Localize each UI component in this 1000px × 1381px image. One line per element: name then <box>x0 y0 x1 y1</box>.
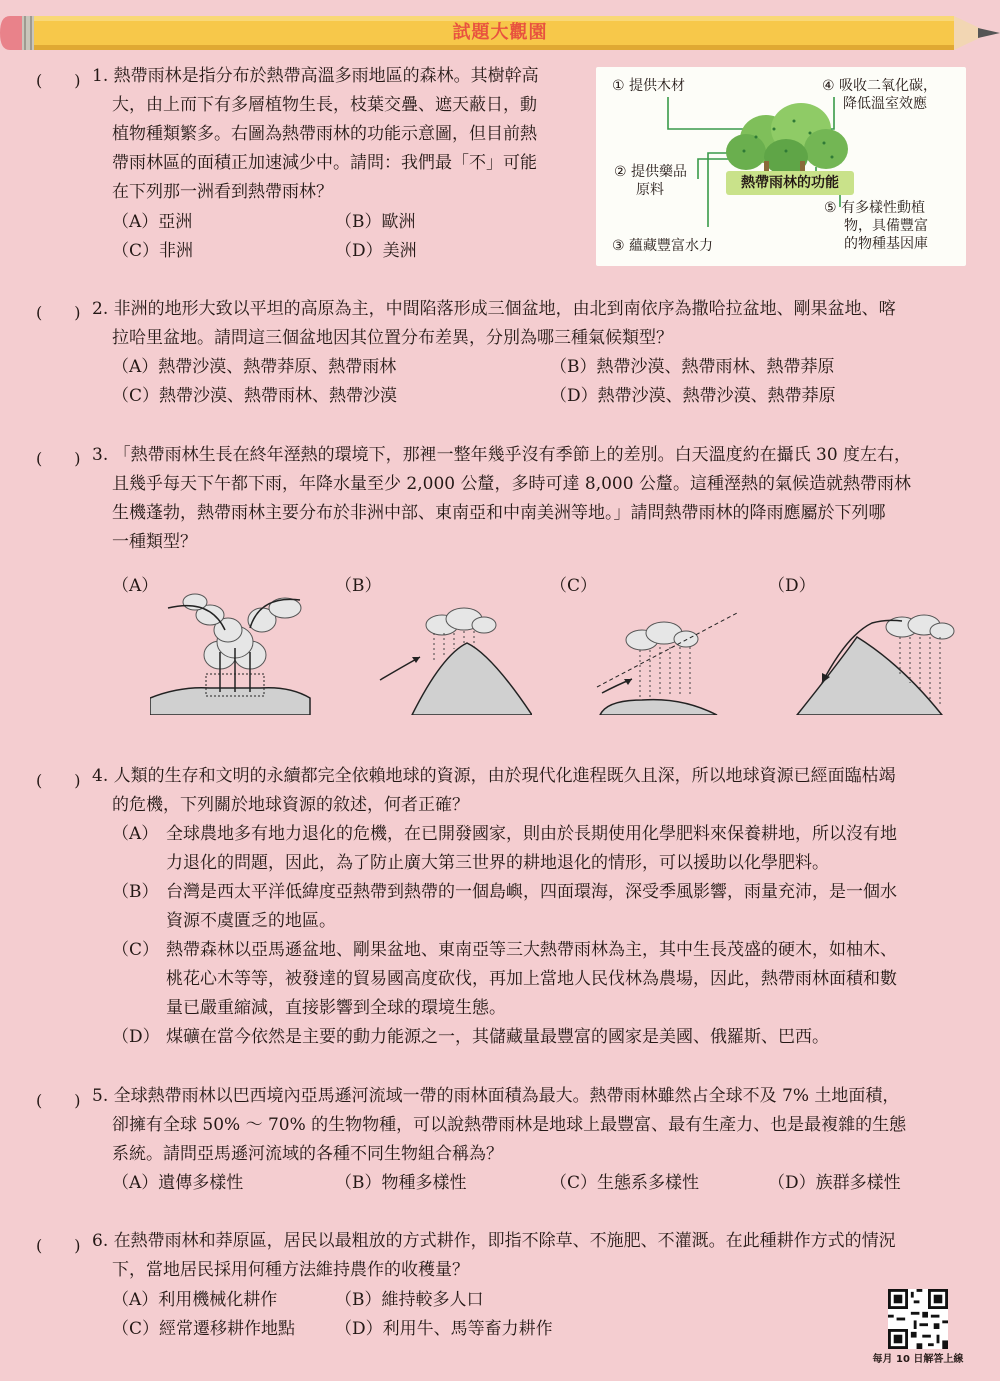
figure-label: ③ 蘊藏豐富水力 <box>612 238 714 254</box>
q4-option-a-text: 力退化的問題，因此，為了防止廣大第三世界的耕地退化的情形，可以援助以化學肥料。 <box>166 853 829 873</box>
q1-line: 植物種類繁多。右圖為熱帶雨林的功能示意圖，但目前熱 <box>112 124 537 144</box>
q2-option-b[interactable]: （B）熱帶沙漠、熱帶雨林、熱帶莽原 <box>550 357 835 377</box>
qr-code-icon[interactable] <box>888 1289 948 1349</box>
q2-line: 2. 非洲的地形大致以平坦的高原為主，中間陷落形成三個盆地，由北到南依序為撒哈拉盆地、剛果盆地、喀 <box>92 299 896 319</box>
answer-blank-1[interactable]: ( ) <box>36 71 81 90</box>
q2-line: 拉哈里盆地。請問這三個盆地因其位置分布差異，分別為哪三種氣候類型？ <box>112 328 673 348</box>
convectional-rain-diagram <box>150 590 320 715</box>
q1-option-a[interactable]: （A）亞洲 <box>112 212 193 232</box>
figure-label: ⑤ 有多樣性動植 <box>824 200 926 216</box>
q2-option-c[interactable]: （C）熱帶沙漠、熱帶雨林、熱帶沙漠 <box>112 386 398 406</box>
figure-center-label: 熱帶雨林的功能 <box>726 171 854 195</box>
q2-option-a[interactable]: （A）熱帶沙漠、熱帶莽原、熱帶雨林 <box>112 357 397 377</box>
answer-blank-4[interactable]: ( ) <box>36 771 81 790</box>
banner-title: 試題大觀園 <box>452 22 548 43</box>
q3-option-d[interactable]: （D） <box>768 576 816 596</box>
figure-label: ① 提供木材 <box>612 78 686 94</box>
q4-option-b-text: 台灣是西太平洋低緯度亞熱帶到熱帶的一個島嶼，四面環海，深受季風影響，雨量充沛，是一個水 <box>166 882 897 902</box>
orographic-rain-diagram-d <box>792 605 962 715</box>
answer-blank-6[interactable]: ( ) <box>36 1236 81 1255</box>
q4-option-c-label[interactable]: （C） <box>112 940 160 960</box>
q3-line: 一種類型？ <box>112 532 197 552</box>
q4-option-a-label[interactable]: （A） <box>112 824 159 844</box>
figure-label: 的物種基因庫 <box>844 236 928 252</box>
q3-line: 生機蓬勃，熱帶雨林主要分布於非洲中部、東南亞和中南美洲等地。」請問熱帶雨林的降雨應屬於下列哪 <box>112 503 886 523</box>
q4-option-d-text: 煤礦在當今依然是主要的動力能源之一，其儲藏量最豐富的國家是美國、俄羅斯、巴西。 <box>166 1027 829 1047</box>
q3-option-b[interactable]: （B） <box>335 576 382 596</box>
q1-line: 在下列那一洲看到熱帶雨林？ <box>112 182 333 202</box>
frontal-rain-diagram <box>582 605 742 715</box>
q1-option-d[interactable]: （D）美洲 <box>335 241 417 261</box>
q5-line: 5. 全球熱帶雨林以巴西境內亞馬遜河流域一帶的雨林面積為最大。熱帶雨林雖然占全球不及 7% 土地面積， <box>92 1086 900 1106</box>
figure-label: ④ 吸收二氧化碳， <box>822 78 938 94</box>
figure-label: 降低溫室效應 <box>843 96 927 112</box>
q6-option-d[interactable]: （D）利用牛、馬等畜力耕作 <box>335 1319 553 1339</box>
rainforest-function-figure <box>596 67 966 266</box>
q1-line: 帶雨林區的面積正加速減少中。請問：我們最「不」可能 <box>112 153 537 173</box>
q1-option-b[interactable]: （B）歐洲 <box>335 212 416 232</box>
q3-line: 3. 「熱帶雨林生長在終年溼熱的環境下，那裡一整年幾乎沒有季節上的差別。白天溫度約在攝氏 30 度左右， <box>92 445 912 465</box>
q4-option-c-text: 熱帶森林以亞馬遜盆地、剛果盆地、東南亞等三大熱帶雨林為主，其中生長茂盛的硬木，如柚木、 <box>166 940 897 960</box>
q4-option-b-text: 資源不虞匱乏的地區。 <box>166 911 336 931</box>
q4-option-b-label[interactable]: （B） <box>112 882 159 902</box>
q4-line: 的危機，下列關於地球資源的敘述，何者正確？ <box>112 795 469 815</box>
q5-option-b[interactable]: （B）物種多樣性 <box>335 1173 467 1193</box>
q4-option-a-text: 全球農地多有地力退化的危機，在已開發國家，則由於長期使用化學肥料來保養耕地，所以沒有地 <box>166 824 897 844</box>
q4-line: 4. 人類的生存和文明的永續都完全依賴地球的資源，由於現代化進程既久且深，所以地球資源已經面臨枯竭 <box>92 766 896 786</box>
q5-option-c[interactable]: （C）生態系多樣性 <box>550 1173 700 1193</box>
q2-option-d[interactable]: （D）熱帶沙漠、熱帶沙漠、熱帶莽原 <box>550 386 836 406</box>
q3-option-a[interactable]: （A） <box>112 576 159 596</box>
q3-line: 且幾乎每天下午都下雨，年降水量至少 2,000 公釐，多時可達 8,000 公釐。這種溼熱的氣候造就熱帶雨林 <box>112 474 911 494</box>
q3-option-c[interactable]: （C） <box>550 576 598 596</box>
figure-label: 物，具備豐富 <box>844 218 928 234</box>
q4-option-c-text: 桃花心木等等，被發達的貿易國高度砍伐，再加上當地人民伐林為農場，因此，熱帶雨林面積和數 <box>166 969 897 989</box>
q5-option-a[interactable]: （A）遺傳多樣性 <box>112 1173 244 1193</box>
figure-label: ② 提供藥品 <box>614 164 688 180</box>
q6-line: 6. 在熱帶雨林和莽原區，居民以最粗放的方式耕作，即指不除草、不施肥、不灌溉。在此種耕作方式的情況 <box>92 1231 896 1251</box>
q5-option-d[interactable]: （D）族群多樣性 <box>768 1173 901 1193</box>
q4-option-c-text: 量已嚴重縮減，直接影響到全球的環境生態。 <box>166 998 506 1018</box>
q6-line: 下，當地居民採用何種方法維持農作的收穫量？ <box>112 1260 469 1280</box>
q6-option-a[interactable]: （A）利用機械化耕作 <box>112 1290 278 1310</box>
orographic-rain-diagram-b <box>372 605 532 715</box>
answer-blank-2[interactable]: ( ) <box>36 303 81 322</box>
qr-note: 每月 10 日解答上線 <box>872 1354 964 1365</box>
q5-line: 卻擁有全球 50% ～ 70% 的生物物種，可以說熱帶雨林是地球上最豐富、最有生產力、也是最複雜的生態 <box>112 1115 907 1135</box>
q6-option-b[interactable]: （B）維持較多人口 <box>335 1290 484 1310</box>
figure-label: 原料 <box>636 182 664 198</box>
q1-line: 大，由上而下有多層植物生長，枝葉交疊、遮天蔽日，動 <box>112 95 537 115</box>
answer-blank-5[interactable]: ( ) <box>36 1091 81 1110</box>
q1-option-c[interactable]: （C）非洲 <box>112 241 194 261</box>
answer-blank-3[interactable]: ( ) <box>36 449 81 468</box>
q4-option-d-label[interactable]: （D） <box>112 1027 160 1047</box>
q5-line: 系統。請問亞馬遜河流域的各種不同生物組合稱為？ <box>112 1144 503 1164</box>
q1-line: 1. 熱帶雨林是指分布於熱帶高溫多雨地區的森林。其樹幹高 <box>92 66 539 86</box>
q6-option-c[interactable]: （C）經常遷移耕作地點 <box>112 1319 296 1339</box>
